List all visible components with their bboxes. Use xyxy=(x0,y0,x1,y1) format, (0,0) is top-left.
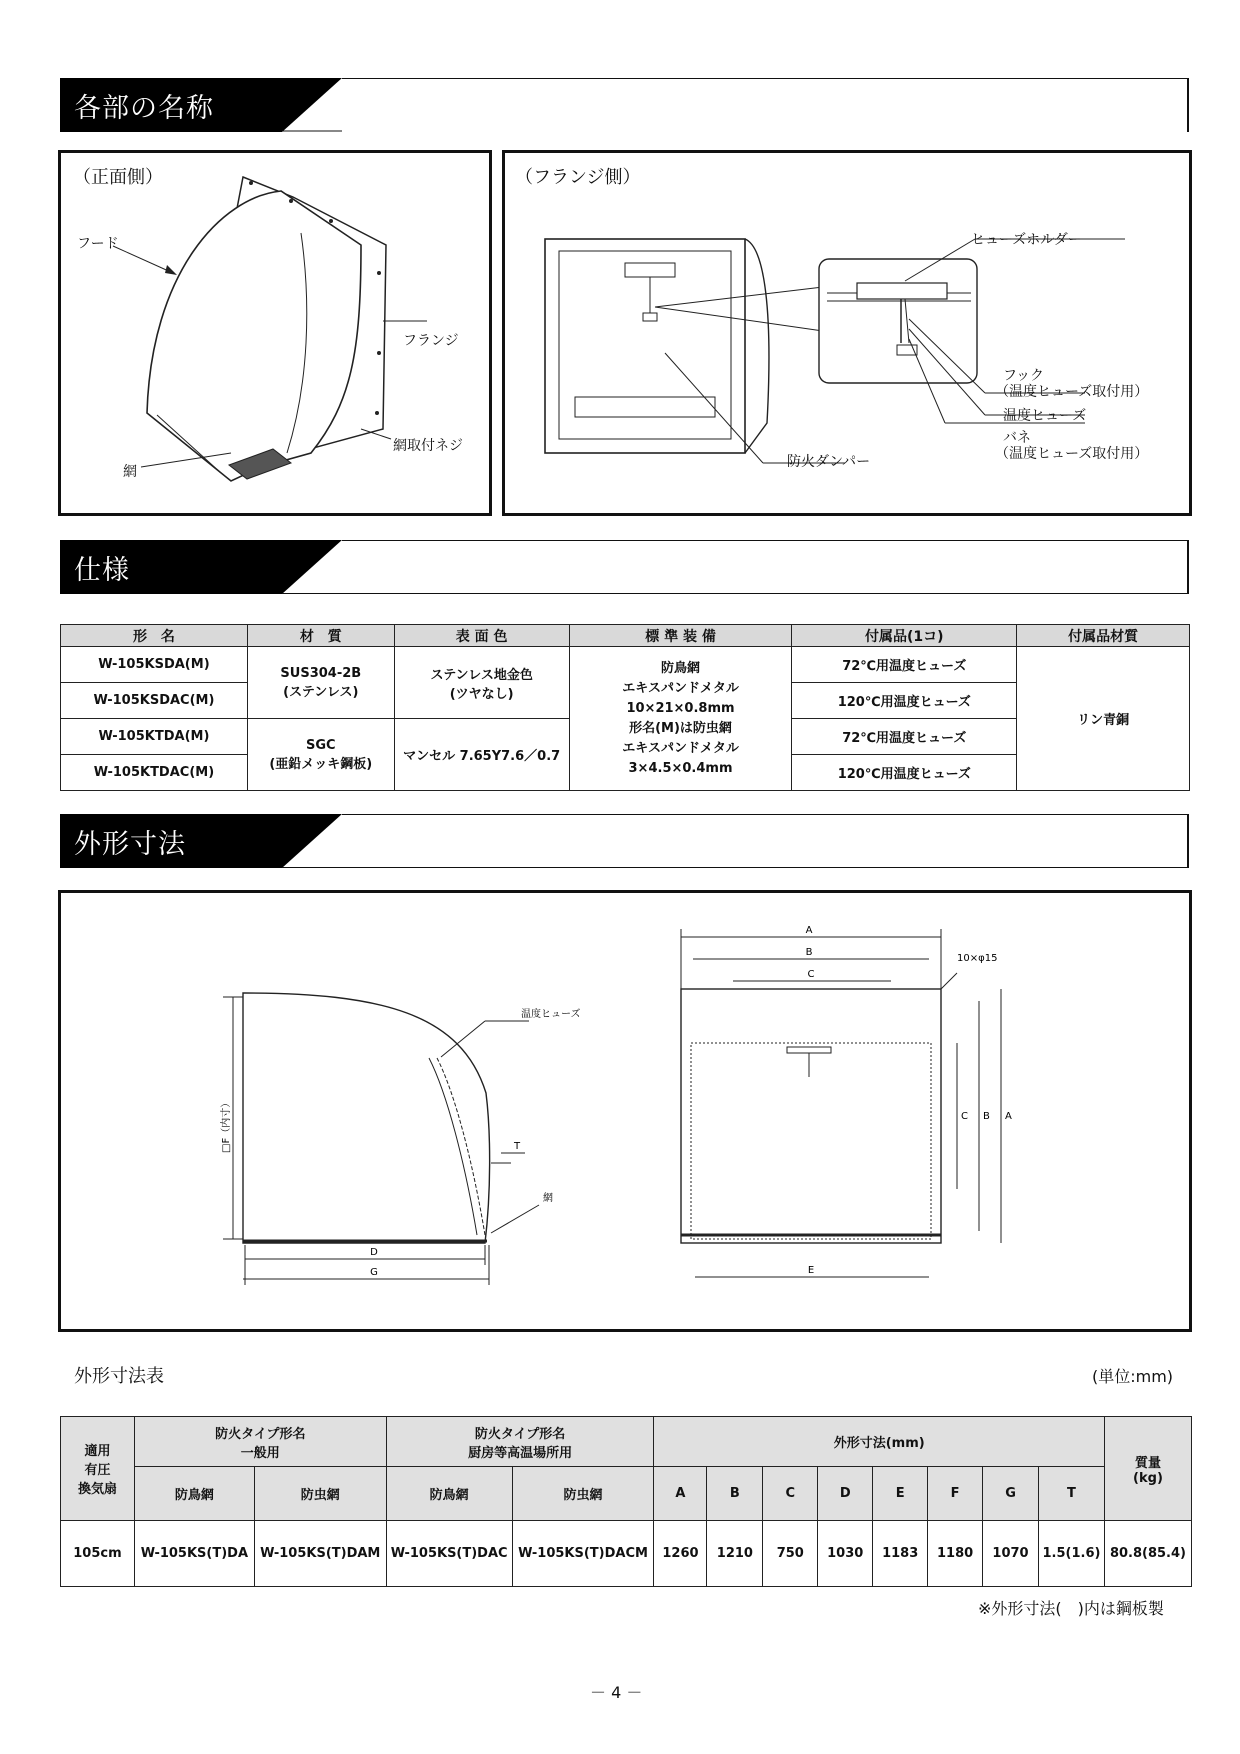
spec-equipment-line: エキスパンドメタル xyxy=(622,680,739,696)
flange-side-label: （フランジ側） xyxy=(515,167,641,188)
label-spring-note: （温度ヒューズ取付用） xyxy=(995,446,1149,462)
dim-header-mass-line: 質量 xyxy=(1134,1455,1161,1471)
dim-header-insect: 防虫網 xyxy=(512,1467,654,1521)
label-damper: 防火ダンパー xyxy=(787,454,871,470)
dim-model-kitchen-insect: W-105KS(T)DACM xyxy=(512,1521,654,1587)
dim-letter: T xyxy=(513,1141,521,1152)
drawing-label-holes: 10×φ15 xyxy=(957,953,998,964)
section-header-parts xyxy=(60,78,1190,132)
spec-table xyxy=(60,624,1190,791)
label-net: 網 xyxy=(123,464,137,480)
label-hook: フック xyxy=(1003,368,1045,384)
dim-header-dims: 外形寸法(mm) xyxy=(654,1417,1104,1467)
spec-header-material: 材 質 xyxy=(247,625,394,647)
spec-color-note: (ツヤなし) xyxy=(449,686,514,702)
dim-header-fan xyxy=(61,1417,135,1521)
label-hood: フード xyxy=(77,236,119,252)
dim-header-t: T xyxy=(1038,1467,1104,1521)
dim-model-general-bird: W-105KS(T)DA xyxy=(134,1521,254,1587)
dim-header-bird: 防鳥網 xyxy=(134,1467,254,1521)
dim-value-a: 1260 xyxy=(654,1521,707,1587)
front-view-label: （正面側） xyxy=(73,167,163,188)
dim-fan-size: 105cm xyxy=(61,1521,135,1587)
spec-accessory: 72℃用温度ヒューズ xyxy=(792,719,1017,755)
dim-header-general-line: 防火タイプ形名 xyxy=(215,1426,306,1442)
dim-header-kitchen-line: 防火タイプ形名 xyxy=(474,1426,566,1442)
spec-model: W-105KTDA(M) xyxy=(61,719,248,755)
dim-header-d: D xyxy=(818,1467,873,1521)
dim-header-c: C xyxy=(763,1467,818,1521)
front-view-panel xyxy=(58,150,492,516)
dim-note: ※外形寸法( )内は鋼板製 xyxy=(978,1599,1164,1618)
dim-letter: C xyxy=(807,969,815,980)
flange-side-panel xyxy=(502,150,1192,516)
spec-material-note: (亜鉛メッキ鋼板) xyxy=(269,756,373,772)
dim-model-general-insect: W-105KS(T)DAM xyxy=(254,1521,386,1587)
section-title-dims: 外形寸法 xyxy=(74,829,186,860)
spec-accessory: 120℃用温度ヒューズ xyxy=(792,683,1017,719)
dim-table-title: 外形寸法表 xyxy=(74,1366,164,1387)
dim-letter: B xyxy=(983,1111,990,1122)
dim-value-g: 1070 xyxy=(983,1521,1039,1587)
label-spring: バネ xyxy=(1003,430,1031,446)
page-number: － 4 － xyxy=(590,1683,643,1702)
dim-letter: B xyxy=(805,947,813,958)
dim-header-kitchen-line: 厨房等高温場所用 xyxy=(468,1445,573,1461)
dim-value-b: 1210 xyxy=(707,1521,763,1587)
dim-header-row xyxy=(61,1417,1192,1467)
spec-header-equipment: 標 準 装 備 xyxy=(569,625,792,647)
label-fuse: 温度ヒューズ xyxy=(1003,408,1087,424)
dim-header-mass xyxy=(1104,1417,1191,1521)
table-row xyxy=(61,1521,1192,1587)
dim-mass: 80.8(85.4) xyxy=(1104,1521,1191,1587)
dim-header-f: F xyxy=(928,1467,983,1521)
spec-material-sgc xyxy=(247,719,394,791)
spec-material-note: (ステンレス) xyxy=(283,684,359,700)
label-flange: フランジ xyxy=(403,333,459,349)
dim-letter: E xyxy=(807,1265,815,1276)
spec-header-accessory: 付属品(1コ) xyxy=(792,625,1017,647)
table-row xyxy=(61,647,1190,683)
dimension-drawing xyxy=(61,893,1189,1329)
dim-model-kitchen-bird: W-105KS(T)DAC xyxy=(386,1521,512,1587)
spec-equipment-line: 3×4.5×0.4mm xyxy=(628,760,733,776)
section-title-spec: 仕様 xyxy=(74,555,130,586)
dim-letter: A xyxy=(1005,1111,1012,1122)
dim-table xyxy=(60,1416,1192,1587)
spec-material-stainless xyxy=(247,647,394,719)
section-header-dims xyxy=(60,814,1190,868)
spec-color-stainless xyxy=(394,647,569,719)
dim-header-general xyxy=(134,1417,386,1467)
spec-color-text: ステンレス地金色 xyxy=(430,667,533,683)
dim-letter: A xyxy=(805,925,813,936)
spec-accessory: 72℃用温度ヒューズ xyxy=(792,647,1017,683)
spec-header-row xyxy=(61,625,1190,647)
drawing-label-fuse: 温度ヒューズ xyxy=(521,1009,581,1020)
spec-material-text: SUS304-2B xyxy=(280,665,362,681)
dim-letter: G xyxy=(370,1267,378,1278)
dim-header-fan-line: 有圧 xyxy=(84,1463,111,1478)
spec-accessory: 120℃用温度ヒューズ xyxy=(792,755,1017,791)
dim-header-general-line: 一般用 xyxy=(240,1445,280,1461)
drawing-label-net: 網 xyxy=(543,1193,553,1204)
dim-value-d: 1030 xyxy=(818,1521,873,1587)
spec-header-model: 形 名 xyxy=(61,625,248,647)
spec-material-text: SGC xyxy=(306,737,336,753)
section-header-bar xyxy=(60,814,1190,868)
spec-model: W-105KSDA(M) xyxy=(61,647,248,683)
dim-subheader-row xyxy=(61,1467,1192,1521)
section-header-bar xyxy=(60,78,1190,132)
spec-header-color: 表 面 色 xyxy=(394,625,569,647)
dimension-drawing-panel xyxy=(58,890,1192,1332)
spec-header-accessory-material: 付属品材質 xyxy=(1017,625,1190,647)
spec-equipment-line: 形名(M)は防虫網 xyxy=(629,720,732,736)
dim-letter: D xyxy=(370,1247,378,1258)
label-fuse-holder: ヒューズホルダー xyxy=(971,232,1082,248)
dim-header-g: G xyxy=(983,1467,1039,1521)
dim-value-c: 750 xyxy=(763,1521,818,1587)
drawing-label-f: □F（内寸） xyxy=(221,1097,232,1153)
spec-equipment-line: エキスパンドメタル xyxy=(622,740,739,756)
dim-value-t: 1.5(1.6) xyxy=(1038,1521,1104,1587)
dim-header-bird: 防鳥網 xyxy=(386,1467,512,1521)
dim-header-mass-line: (kg) xyxy=(1133,1470,1163,1486)
dim-header-kitchen xyxy=(386,1417,654,1467)
label-net-screw: 網取付ネジ xyxy=(393,438,463,454)
spec-equipment xyxy=(569,647,792,791)
spec-model: W-105KSDAC(M) xyxy=(61,683,248,719)
dim-value-f: 1180 xyxy=(928,1521,983,1587)
dim-header-fan-line: 適用 xyxy=(84,1444,111,1459)
dim-table-unit: (単位:mm) xyxy=(1092,1367,1174,1386)
dim-header-b: B xyxy=(707,1467,763,1521)
dim-value-e: 1183 xyxy=(873,1521,928,1587)
section-title-parts: 各部の名称 xyxy=(74,93,214,124)
section-header-spec xyxy=(60,540,1190,594)
dim-header-a: A xyxy=(654,1467,707,1521)
spec-model: W-105KTDAC(M) xyxy=(61,755,248,791)
spec-equipment-line: 10×21×0.8mm xyxy=(626,700,735,716)
dim-letter: C xyxy=(961,1111,968,1122)
label-hook-note: （温度ヒューズ取付用） xyxy=(995,384,1149,400)
spec-color-munsell: マンセル 7.65Y7.6／0.7 xyxy=(394,719,569,791)
spec-equipment-line: 防鳥網 xyxy=(661,660,701,676)
spec-accessory-material: リン青銅 xyxy=(1017,647,1190,791)
dim-header-insect: 防虫網 xyxy=(254,1467,386,1521)
dim-header-fan-line: 換気扇 xyxy=(77,1482,117,1497)
dim-header-e: E xyxy=(873,1467,928,1521)
section-header-bar xyxy=(60,540,1190,594)
